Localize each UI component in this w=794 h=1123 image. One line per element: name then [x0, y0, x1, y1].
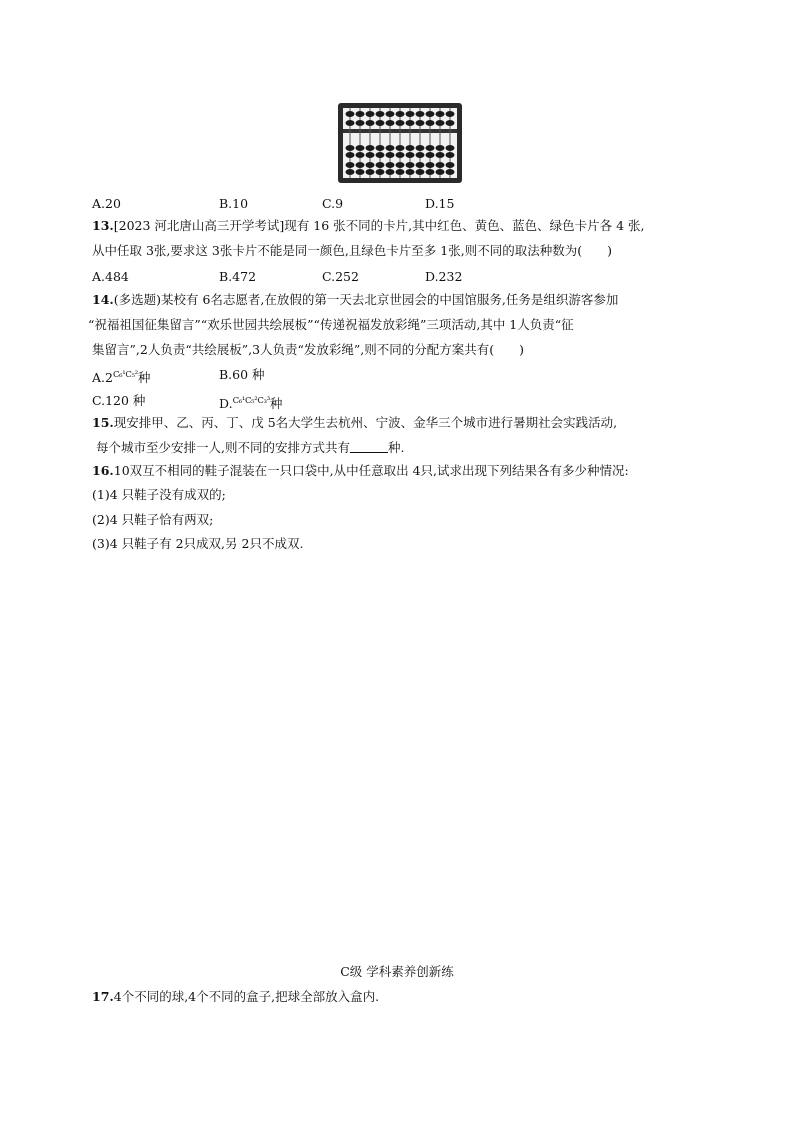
- q13-line-2: 从中任取 3张,要求这 3张卡片不能是同一颜色,且绿色卡片至多 1张,则不同的取法种数为( ): [92, 243, 612, 258]
- q14-option-b: B.60 种: [219, 367, 265, 382]
- q14-option-d: D.$^{C_6^1C_5^2C_3^3}$种: [219, 396, 283, 411]
- q16-number: 16.: [92, 463, 114, 478]
- q15-answer-blank[interactable]: [350, 440, 388, 453]
- q16-item-1: (1)4 只鞋子没有成双的;: [92, 487, 226, 502]
- q13-option-d: D.232: [425, 269, 463, 284]
- q16-item-2: (2)4 只鞋子恰有两双;: [92, 512, 214, 527]
- q16-item-3: (3)4 只鞋子有 2只成双,另 2只不成双.: [92, 536, 304, 551]
- q14-number: 14.: [92, 292, 114, 307]
- q15-number: 15.: [92, 415, 114, 430]
- q14-line-2: “祝福祖国征集留言”“欢乐世园共绘展板”“传递祝福发放彩绳”三项活动,其中 1人负责“征: [88, 317, 574, 332]
- q15-line-2: 每个城市至少安排一人,则不同的安排方式共有 种.: [96, 440, 405, 455]
- q14-line-3: 集留言”,2人负责“共绘展板”,3人负责“发放彩绳”,则不同的分配方案共有( ): [92, 342, 525, 357]
- q13-option-c: C.252: [322, 269, 359, 284]
- q13-option-b: B.472: [219, 269, 257, 284]
- q16-line-1: 16.10双互不相同的鞋子混装在一只口袋中,从中任意取出 4只,试求出现下列结果各有多少种情况:: [92, 463, 629, 478]
- q14-option-a-formula: C₆¹C₅²: [112, 370, 138, 380]
- abacus-image: [338, 103, 462, 183]
- q13-line-1: 13.[2023 河北唐山高三开学考试]现有 16 张不同的卡片,其中红色、黄色、蓝色、绿色卡片各 4 张,: [92, 218, 645, 233]
- section-heading: C级 学科素养创新练: [340, 964, 454, 979]
- q13-option-a: A.484: [92, 269, 129, 284]
- q12-option-c: C.9: [322, 196, 344, 211]
- q13-number: 13.: [92, 218, 114, 233]
- q14-option-a: $A.2^{C_6^1C_5^2}$种: [92, 370, 151, 385]
- q14-option-d-formula: C₆¹C₅²C₃³: [232, 396, 270, 406]
- q14-option-c: C.120 种: [92, 393, 146, 408]
- q14-line-1: 14.(多选题)某校有 6名志愿者,在放假的第一天去北京世园会的中国馆服务,任务是组织游客参加: [92, 292, 619, 307]
- q17-number: 17.: [92, 989, 114, 1004]
- q17-line-1: 17.4个不同的球,4个不同的盒子,把球全部放入盒内.: [92, 989, 380, 1004]
- q12-option-d: D.15: [425, 196, 455, 211]
- q12-option-b: B.10: [219, 196, 249, 211]
- q12-option-a: A.20: [92, 196, 121, 211]
- q15-line-1: 15.现安排甲、乙、丙、丁、戊 5名大学生去杭州、宁波、金华三个城市进行暑期社会实践活动,: [92, 415, 618, 430]
